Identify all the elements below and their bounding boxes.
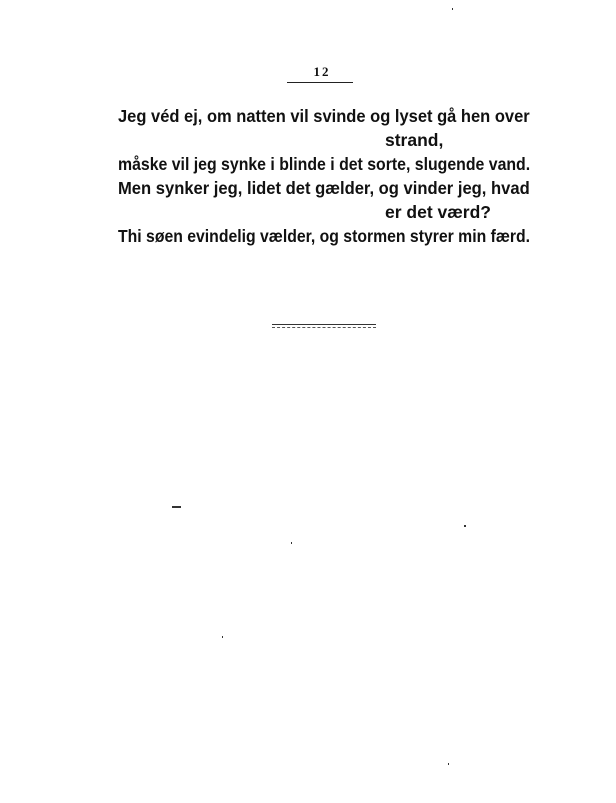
scan-speck (464, 525, 466, 527)
scan-speck (222, 636, 223, 638)
scan-speck (291, 542, 292, 544)
poem-line: måske vil jeg synke i blinde i det sorte, slugende vand. (118, 154, 531, 174)
end-ornament (272, 324, 376, 330)
poem-line: Men synker jeg, lidet det gælder, og vinder jeg, hvad (118, 178, 530, 198)
page-number-rule (287, 82, 353, 83)
poem-line: Jeg véd ej, om natten vil svinde og lyset gå hen over (118, 106, 530, 126)
poem-line-runover: strand, (385, 130, 444, 150)
scan-speck (448, 763, 449, 765)
ornament-rule-bottom (272, 327, 376, 328)
poem-line: Thi søen evindelig vælder, og stormen styrer min færd. (118, 226, 531, 246)
page-number: 12 (313, 64, 331, 79)
ornament-rule-top (272, 324, 376, 325)
scan-speck (452, 8, 453, 10)
poem-line-runover: er det værd? (385, 202, 491, 222)
poem (118, 104, 530, 248)
scan-speck (172, 506, 181, 508)
